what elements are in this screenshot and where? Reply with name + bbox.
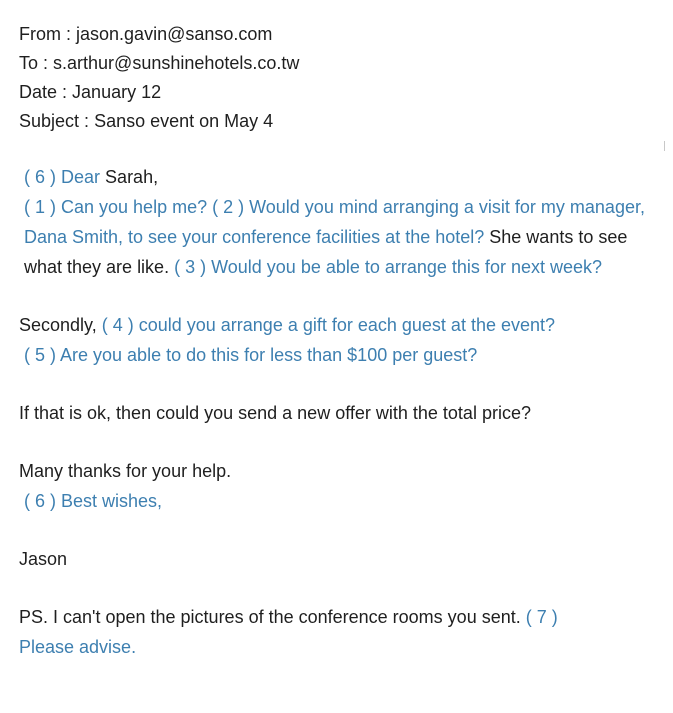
postscript (19, 602, 659, 662)
ps-advise: Please advise. (19, 637, 137, 657)
from-label: From : (19, 24, 71, 44)
to-address: s.arthur@sunshinehotels.co.tw (53, 53, 300, 73)
sentence-1: ( 1 ) Can you help me? (24, 197, 208, 217)
sentence-3: ( 3 ) Would you be able to arrange this for next week? (174, 257, 602, 277)
date-label: Date : (19, 82, 68, 102)
sentence-2: ( 2 ) Would you mind arranging a visit for my manager, Dana Smith, to see your conference facilities at the hotel? (24, 197, 645, 247)
to-label: To : (19, 53, 49, 73)
email-body (19, 162, 659, 662)
paragraph-gift-2 (19, 340, 659, 370)
sentence-5: ( 5 ) Are you able to do this for less than $100 per guest? (24, 345, 478, 365)
date-value: January 12 (72, 82, 162, 102)
ps-marker: ( 7 ) (525, 607, 558, 627)
email-message (19, 20, 659, 662)
paragraph-request-visit (19, 192, 659, 282)
date-line (19, 78, 659, 107)
greeting-name: Sarah, (105, 167, 159, 187)
divider-mark (664, 141, 665, 151)
paragraph-gift (19, 310, 659, 340)
sentence-4: ( 4 ) could you arrange a gift for each guest at the event? (101, 315, 556, 335)
ps-text: PS. I can't open the pictures of the conference rooms you sent. (19, 607, 521, 627)
subject-line (19, 107, 659, 136)
subject-label: Subject : (19, 111, 90, 131)
signature: Jason (19, 549, 68, 569)
greeting (19, 162, 659, 192)
to-line (19, 49, 659, 78)
paragraph-offer: If that is ok, then could you send a new offer with the total price? (19, 403, 531, 423)
sentence-plain: She wants to see what they are like. (24, 227, 628, 277)
from-address: jason.gavin@sanso.com (76, 24, 273, 44)
email-header (19, 20, 659, 136)
subject-value: Sanso event on May 4 (94, 111, 274, 131)
closing-line: ( 6 ) Best wishes, (24, 491, 163, 511)
secondly-text: Secondly, (19, 315, 97, 335)
thanks-line: Many thanks for your help. (19, 461, 232, 481)
from-line (19, 20, 659, 49)
greeting-marker: ( 6 ) Dear (24, 167, 101, 187)
